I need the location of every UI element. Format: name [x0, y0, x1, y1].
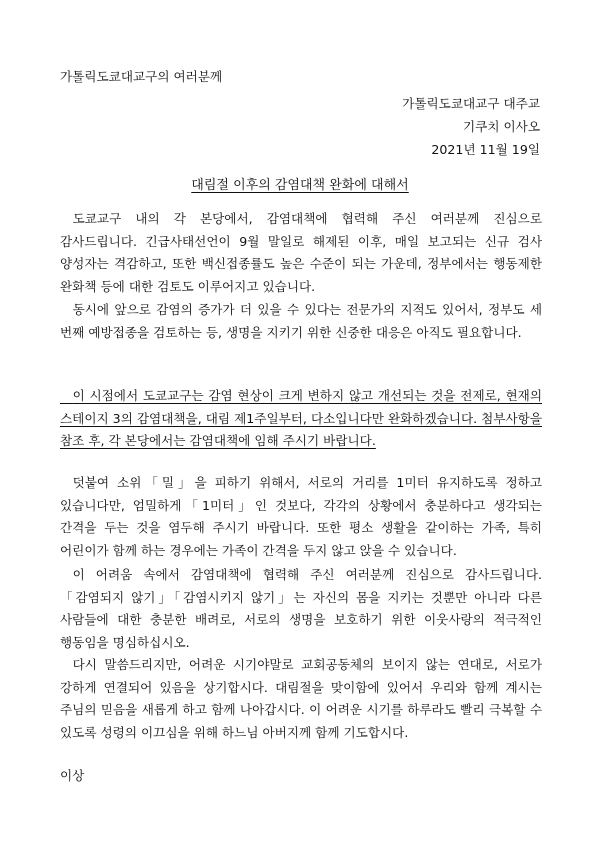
paragraph-2: [60, 299, 542, 344]
paragraph-1-text: 도쿄교구 내의 각 본당에서, 감염대책에 협력해 주신 여러분께 진심으로 감사드립니다. 긴급사태선언이 9월 말일로 해제된 이후, 매일 보고되는 신규 검사 양성자는 격감하고, 또한 백신접종률도 높은 수준이 되는 가운데, 정부에서는 행동제한 완화책 등에 대한 검토도 이루어지고 있습니다.: [60, 211, 542, 294]
paragraph-3-text: 이 시점에서 도쿄교구는 감염 현상이 크게 변하지 않고 개선되는 것을 전제로, 현재의 스테이지 3의 감염대책을, 대림 제1주일부터, 다소입니다만 완화하겠습니다. 첨부사항을 참조 후, 각 본당에서는 감염대책에 임해 주시기 바랍니다.: [60, 388, 542, 448]
paragraph-6: [60, 654, 542, 744]
closing: 이상: [60, 768, 85, 783]
paragraph-5: [60, 564, 542, 654]
sender-name: 기쿠치 이사오: [463, 119, 540, 134]
paragraph-4: [60, 472, 542, 562]
sender-block: [402, 92, 540, 161]
letter-title: 대림절 이후의 감염대책 완화에 대해서: [191, 178, 409, 193]
paragraph-5-text: 이 어려움 속에서 감염대책에 협력해 주신 여러분께 진심으로 감사드립니다.「감염되지 않기」「감염시키지 않기」는 자신의 몸을 지키는 것뿐만 아니라 다른 사람들에 대한 충분한 배려로, 서로의 생명을 보호하기 위한 이웃사랑의 적극적인 행동임을 명심하십시오.: [60, 567, 542, 650]
paragraph-3-underlined: [60, 385, 542, 453]
letter-date: 2021년 11월 19일: [431, 142, 540, 157]
paragraph-2-text: 동시에 앞으로 감염의 증가가 더 있을 수 있다는 전문가의 지적도 있어서, 정부도 세 번째 예방접종을 검토하는 등, 생명을 지키기 위한 신중한 대응은 아직도 필요합니다.: [60, 302, 542, 340]
letter-title-wrap: [0, 174, 600, 193]
paragraph-1: [60, 208, 542, 298]
sender-org: 가톨릭도쿄대교구 대주교: [402, 96, 540, 111]
paragraph-4-text: 덧붙여 소위「밀」을 피하기 위해서, 서로의 거리를 1미터 유지하도록 정하고 있습니다만, 엄밀하게「1미터」인 것보다, 각각의 상황에서 충분하다고 생각되는 간격을 두는 것을 염두해 주시기 바랍니다. 또한 평소 생활을 같이하는 가족, 특히 어린이가 함께 하는 경우에는 가족이 간격을 두지 않고 앉을 수 있습니다.: [60, 475, 542, 558]
paragraph-6-text: 다시 말씀드리지만, 어려운 시기야말로 교회공동체의 보이지 않는 연대로, 서로가 강하게 연결되어 있음을 상기합시다. 대림절을 맞이함에 있어서 우리와 함께 계시는 주님의 믿음을 새롭게 하고 함께 나아갑시다. 이 어려운 시기를 하루라도 빨리 극복할 수 있도록 성령의 이끄심을 위해 하느님 아버지께 함께 기도합시다.: [60, 657, 542, 740]
addressee: 가톨릭도쿄대교구의 여러분께: [60, 69, 223, 84]
